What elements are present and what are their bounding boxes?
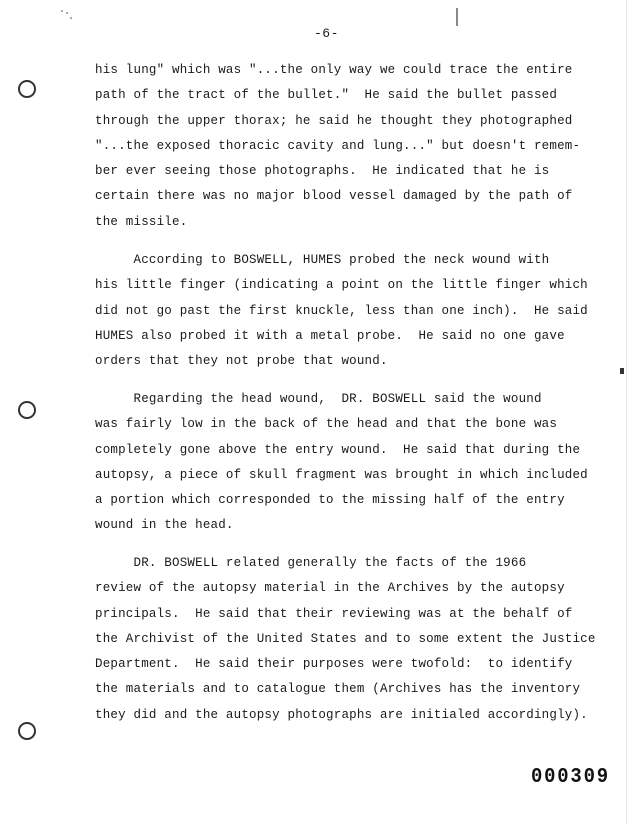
text-line: Regarding the head wound, DR. BOSWELL said the wound	[95, 392, 542, 406]
paragraph-1	[95, 58, 585, 235]
paragraph-3	[95, 387, 588, 539]
page-number: -6-	[314, 26, 339, 41]
text-line: his lung" which was "...the only way we could trace the entire	[95, 63, 573, 77]
text-line: orders that they not probe that wound.	[95, 354, 388, 369]
text-line: completely gone above the entry wound. He said that during the	[95, 442, 581, 457]
scan-speck-mark	[60, 8, 74, 22]
text-line: his little finger (indicating a point on the little finger which	[95, 278, 588, 293]
text-line: autopsy, a piece of skull fragment was brought in which included	[95, 467, 588, 482]
text-line: a portion which corresponded to the missing half of the entry	[95, 493, 565, 508]
text-line: certain there was no major blood vessel damaged by the path of	[95, 189, 573, 204]
text-line: did not go past the first knuckle, less than one inch). He said	[95, 303, 588, 318]
text-line: principals. He said that their reviewing was at the behalf of	[95, 606, 573, 621]
text-line: HUMES also probed it with a metal probe. He said no one gave	[95, 328, 565, 343]
text-line: wound in the head.	[95, 518, 234, 533]
scan-margin-mark	[620, 368, 624, 374]
text-line: "...the exposed thoracic cavity and lung..." but doesn't remem-	[95, 138, 581, 153]
text-line: DR. BOSWELL related generally the facts of the 1966	[95, 556, 527, 570]
text-line: review of the autopsy material in the Archives by the autopsy	[95, 581, 565, 596]
document-control-number: 000309	[531, 766, 610, 789]
punch-hole-icon	[18, 401, 36, 419]
text-line: path of the tract of the bullet." He said the bullet passed	[95, 88, 558, 103]
paragraph-2	[95, 248, 588, 374]
text-line: the materials and to catalogue them (Archives has the inventory	[95, 682, 581, 697]
text-line: through the upper thorax; he said he thought they photographed	[95, 113, 573, 128]
text-line: the missile.	[95, 214, 188, 229]
paragraph-4	[95, 551, 596, 728]
page-edge-line	[626, 0, 627, 824]
text-line: Department. He said their purposes were twofold: to identify	[95, 657, 573, 672]
text-line: was fairly low in the back of the head and that the bone was	[95, 417, 558, 432]
text-line: they did and the autopsy photographs are initialed accordingly).	[95, 707, 588, 722]
text-line: the Archivist of the United States and to some extent the Justice	[95, 631, 596, 646]
scan-edge-mark	[456, 8, 458, 26]
punch-hole-icon	[18, 722, 36, 740]
text-line: ber ever seeing those photographs. He indicated that he is	[95, 164, 550, 179]
text-line: According to BOSWELL, HUMES probed the neck wound with	[95, 253, 550, 267]
punch-hole-icon	[18, 80, 36, 98]
